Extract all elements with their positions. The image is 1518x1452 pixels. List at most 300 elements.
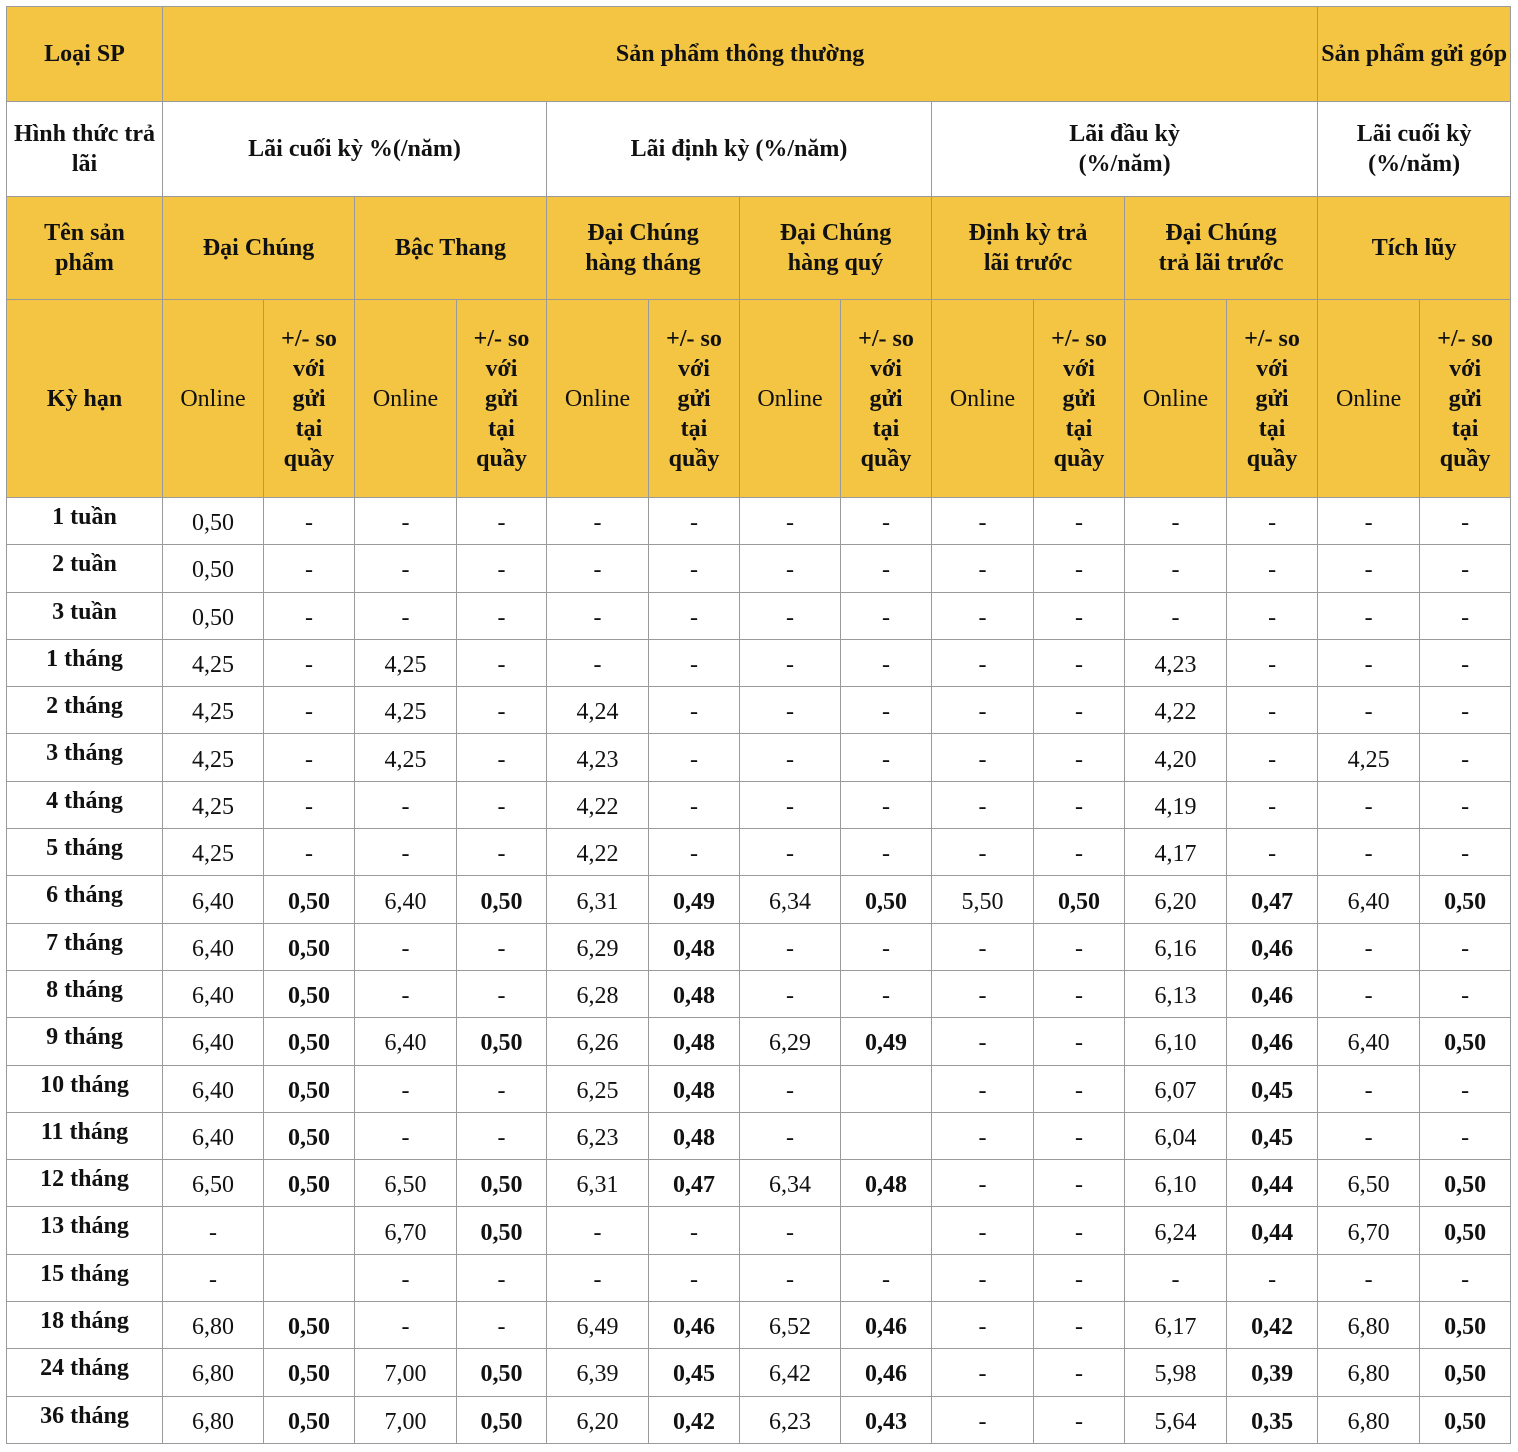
rate-diff-cell: - xyxy=(1227,498,1318,545)
rate-online-cell: - xyxy=(932,734,1034,781)
rate-diff-cell: - xyxy=(1227,1254,1318,1301)
table-row xyxy=(7,545,1511,592)
rate-diff-cell: 0,50 xyxy=(264,1302,355,1349)
rate-online-cell: - xyxy=(932,781,1034,828)
rate-online-cell: - xyxy=(1318,829,1420,876)
table-row xyxy=(7,1396,1511,1443)
rate-online-cell: - xyxy=(932,1065,1034,1112)
rate-diff-cell: 0,50 xyxy=(264,970,355,1017)
rate-diff-cell: 0,46 xyxy=(841,1349,932,1396)
rate-online-cell: 6,50 xyxy=(355,1160,457,1207)
rate-diff-cell: - xyxy=(649,639,740,686)
term-label: 11 tháng xyxy=(7,1112,163,1159)
rate-online-cell: 0,50 xyxy=(163,498,264,545)
rate-online-cell: - xyxy=(355,545,457,592)
rate-online-cell: 4,25 xyxy=(163,829,264,876)
term-label: 3 tháng xyxy=(7,734,163,781)
rate-diff-cell: 0,46 xyxy=(649,1302,740,1349)
rate-diff-cell: 0,49 xyxy=(649,876,740,923)
term-label: 18 tháng xyxy=(7,1302,163,1349)
rate-diff-cell: - xyxy=(457,829,547,876)
product-dai-chung-hang-quy: Đại Chúng hàng quý xyxy=(740,197,932,300)
rate-online-cell: 6,80 xyxy=(1318,1302,1420,1349)
term-label: 1 tuần xyxy=(7,498,163,545)
rate-online-cell: - xyxy=(1125,498,1227,545)
rate-online-cell: 6,28 xyxy=(547,970,649,1017)
table-row xyxy=(7,1065,1511,1112)
rate-online-cell: 4,22 xyxy=(547,781,649,828)
rate-diff-cell: - xyxy=(1227,639,1318,686)
rate-online-cell: 6,26 xyxy=(547,1018,649,1065)
rate-diff-cell: - xyxy=(457,970,547,1017)
rate-diff-cell: 0,46 xyxy=(1227,923,1318,970)
rate-online-cell: 4,25 xyxy=(163,687,264,734)
rate-diff-cell xyxy=(264,1207,355,1254)
rate-online-cell: 0,50 xyxy=(163,545,264,592)
rate-online-cell: 4,24 xyxy=(547,687,649,734)
rate-diff-cell: 0,48 xyxy=(649,1018,740,1065)
rate-online-cell: 6,50 xyxy=(163,1160,264,1207)
rate-online-cell: 6,80 xyxy=(1318,1349,1420,1396)
rate-diff-cell: - xyxy=(264,829,355,876)
rate-online-cell: - xyxy=(932,498,1034,545)
product-dai-chung-hang-thang: Đại Chúng hàng tháng xyxy=(547,197,740,300)
rate-diff-cell: - xyxy=(1420,498,1511,545)
rate-online-cell: - xyxy=(1125,545,1227,592)
rate-online-cell: 6,40 xyxy=(355,876,457,923)
rate-online-cell: - xyxy=(932,1207,1034,1254)
rate-online-cell: - xyxy=(1318,1065,1420,1112)
rate-diff-cell: 0,50 xyxy=(1034,876,1125,923)
rate-diff-cell: - xyxy=(1034,829,1125,876)
term-label: 12 tháng xyxy=(7,1160,163,1207)
product-bac-thang: Bậc Thang xyxy=(355,197,547,300)
rate-diff-cell: - xyxy=(649,687,740,734)
rate-online-cell: - xyxy=(740,592,841,639)
ten-sp-label: Tên sản phẩm xyxy=(7,197,163,300)
rate-online-cell: - xyxy=(740,829,841,876)
rate-diff-cell: 0,50 xyxy=(457,1160,547,1207)
rate-online-cell: - xyxy=(932,1396,1034,1443)
rate-online-cell: - xyxy=(547,592,649,639)
rate-diff-cell: - xyxy=(457,781,547,828)
rate-diff-cell: - xyxy=(1227,687,1318,734)
rate-diff-cell: - xyxy=(649,498,740,545)
rate-online-cell: - xyxy=(547,545,649,592)
online-col-header: Online xyxy=(163,300,264,498)
rate-diff-cell: - xyxy=(264,545,355,592)
product-dinh-ky-tra-lai-truoc: Định kỳ trả lãi trước xyxy=(932,197,1125,300)
rate-online-cell: - xyxy=(547,498,649,545)
sp-gui-gop-header: Sản phẩm gửi góp xyxy=(1318,7,1511,102)
rate-diff-cell: 0,50 xyxy=(264,1065,355,1112)
rate-diff-cell: - xyxy=(1420,734,1511,781)
rate-diff-cell: 0,50 xyxy=(1420,1207,1511,1254)
rate-diff-cell: - xyxy=(1034,498,1125,545)
rate-online-cell: - xyxy=(355,781,457,828)
rate-diff-cell: 0,46 xyxy=(841,1302,932,1349)
term-label: 15 tháng xyxy=(7,1254,163,1301)
rate-diff-cell: - xyxy=(1420,1254,1511,1301)
rate-online-cell: 6,40 xyxy=(163,876,264,923)
rate-diff-cell: 0,45 xyxy=(1227,1112,1318,1159)
rate-online-cell: 6,23 xyxy=(547,1112,649,1159)
rate-online-cell: 7,00 xyxy=(355,1349,457,1396)
diff-col-header: +/- so với gửi tại quầy xyxy=(1420,300,1511,498)
rate-diff-cell xyxy=(841,1065,932,1112)
term-label: 2 tháng xyxy=(7,687,163,734)
rate-diff-cell: - xyxy=(457,923,547,970)
table-row xyxy=(7,923,1511,970)
rate-diff-cell: - xyxy=(841,781,932,828)
rate-online-cell: 5,64 xyxy=(1125,1396,1227,1443)
rate-online-cell: - xyxy=(163,1207,264,1254)
rate-online-cell: - xyxy=(1318,1254,1420,1301)
rate-diff-cell: 0,45 xyxy=(649,1349,740,1396)
rate-online-cell: 4,25 xyxy=(355,687,457,734)
product-tich-luy: Tích lũy xyxy=(1318,197,1511,300)
rate-online-cell: - xyxy=(932,1112,1034,1159)
rate-diff-cell: - xyxy=(264,734,355,781)
rate-diff-cell: - xyxy=(841,498,932,545)
rate-diff-cell: 0,50 xyxy=(1420,1160,1511,1207)
rate-online-cell: 6,39 xyxy=(547,1349,649,1396)
rate-diff-cell: - xyxy=(841,1254,932,1301)
rate-online-cell: 4,25 xyxy=(355,639,457,686)
rate-online-cell: - xyxy=(1125,1254,1227,1301)
lai-dau-ky-header: Lãi đầu kỳ (%/năm) xyxy=(932,102,1318,197)
rate-online-cell: 6,10 xyxy=(1125,1160,1227,1207)
rate-online-cell: - xyxy=(932,545,1034,592)
lai-dinh-ky-header: Lãi định kỳ (%/năm) xyxy=(547,102,932,197)
rate-online-cell: - xyxy=(740,970,841,1017)
rate-online-cell: 4,19 xyxy=(1125,781,1227,828)
rate-online-cell: 6,80 xyxy=(163,1302,264,1349)
rate-diff-cell: - xyxy=(841,687,932,734)
rate-online-cell: - xyxy=(355,1254,457,1301)
rate-diff-cell: - xyxy=(1034,734,1125,781)
rate-online-cell: 4,23 xyxy=(1125,639,1227,686)
rate-diff-cell: - xyxy=(841,829,932,876)
rate-online-cell: 4,23 xyxy=(547,734,649,781)
rate-online-cell: 6,50 xyxy=(1318,1160,1420,1207)
rate-diff-cell: - xyxy=(264,498,355,545)
rate-diff-cell: 0,48 xyxy=(841,1160,932,1207)
rate-diff-cell: 0,45 xyxy=(1227,1065,1318,1112)
rate-diff-cell: - xyxy=(457,592,547,639)
rate-online-cell: - xyxy=(1318,923,1420,970)
rate-diff-cell: 0,50 xyxy=(457,1349,547,1396)
rate-online-cell: - xyxy=(932,1160,1034,1207)
table-row xyxy=(7,1254,1511,1301)
rate-diff-cell: - xyxy=(649,592,740,639)
table-row xyxy=(7,1018,1511,1065)
rate-online-cell: - xyxy=(355,1302,457,1349)
rate-diff-cell: - xyxy=(1420,923,1511,970)
rate-diff-cell: - xyxy=(649,781,740,828)
rate-diff-cell: - xyxy=(649,1254,740,1301)
rate-online-cell: 6,40 xyxy=(163,1065,264,1112)
rate-online-cell: 4,25 xyxy=(163,781,264,828)
rate-online-cell: - xyxy=(1318,545,1420,592)
online-col-header: Online xyxy=(1318,300,1420,498)
rate-online-cell: 7,00 xyxy=(355,1396,457,1443)
rate-diff-cell: - xyxy=(841,734,932,781)
online-col-header: Online xyxy=(1125,300,1227,498)
term-label: 2 tuần xyxy=(7,545,163,592)
rate-diff-cell: - xyxy=(1227,592,1318,639)
diff-col-header: +/- so với gửi tại quầy xyxy=(1227,300,1318,498)
rate-diff-cell: - xyxy=(264,639,355,686)
header-row-product-name xyxy=(7,197,1511,300)
rate-diff-cell: - xyxy=(1034,1396,1125,1443)
table-row xyxy=(7,781,1511,828)
rate-diff-cell: - xyxy=(1420,545,1511,592)
rate-diff-cell: 0,47 xyxy=(649,1160,740,1207)
rate-online-cell: - xyxy=(932,592,1034,639)
rate-diff-cell: - xyxy=(1034,592,1125,639)
rate-online-cell: 4,17 xyxy=(1125,829,1227,876)
rate-online-cell: 6,70 xyxy=(1318,1207,1420,1254)
rate-online-cell: - xyxy=(1318,970,1420,1017)
rate-online-cell: - xyxy=(355,1065,457,1112)
rate-diff-cell: - xyxy=(457,639,547,686)
rate-online-cell: 6,24 xyxy=(1125,1207,1227,1254)
table-row xyxy=(7,1302,1511,1349)
rate-online-cell: 6,10 xyxy=(1125,1018,1227,1065)
rate-online-cell: - xyxy=(932,923,1034,970)
term-label: 3 tuần xyxy=(7,592,163,639)
rate-online-cell: 6,29 xyxy=(740,1018,841,1065)
rate-diff-cell: - xyxy=(649,1207,740,1254)
rate-online-cell: 4,25 xyxy=(163,734,264,781)
rate-diff-cell: - xyxy=(1420,687,1511,734)
rate-online-cell: - xyxy=(355,592,457,639)
rate-online-cell: - xyxy=(740,1207,841,1254)
rate-diff-cell: 0,50 xyxy=(264,1018,355,1065)
rate-diff-cell: - xyxy=(1034,1207,1125,1254)
rate-diff-cell: - xyxy=(1420,829,1511,876)
rate-online-cell: - xyxy=(1318,498,1420,545)
rate-online-cell: 6,13 xyxy=(1125,970,1227,1017)
product-dai-chung-tra-lai-truoc: Đại Chúng trả lãi trước xyxy=(1125,197,1318,300)
rate-online-cell: 6,80 xyxy=(163,1349,264,1396)
rate-diff-cell: - xyxy=(1420,781,1511,828)
rate-diff-cell: 0,50 xyxy=(457,1396,547,1443)
rate-online-cell: - xyxy=(355,1112,457,1159)
rate-diff-cell: - xyxy=(457,687,547,734)
rate-diff-cell: 0,48 xyxy=(649,970,740,1017)
rate-diff-cell: - xyxy=(841,923,932,970)
rate-online-cell: 6,40 xyxy=(1318,1018,1420,1065)
rate-online-cell: 6,25 xyxy=(547,1065,649,1112)
rate-online-cell: 4,25 xyxy=(355,734,457,781)
rate-diff-cell: 0,50 xyxy=(1420,1018,1511,1065)
rate-online-cell: 6,31 xyxy=(547,876,649,923)
rate-online-cell: - xyxy=(932,1254,1034,1301)
rate-online-cell: - xyxy=(740,687,841,734)
rate-diff-cell: - xyxy=(841,592,932,639)
rate-diff-cell xyxy=(841,1112,932,1159)
online-col-header: Online xyxy=(355,300,457,498)
rate-online-cell: 6,17 xyxy=(1125,1302,1227,1349)
rate-diff-cell: - xyxy=(1034,1349,1125,1396)
rate-online-cell: 6,20 xyxy=(1125,876,1227,923)
header-row-term xyxy=(7,300,1511,498)
rate-diff-cell: - xyxy=(841,639,932,686)
rate-diff-cell: - xyxy=(264,781,355,828)
rate-diff-cell: - xyxy=(457,1112,547,1159)
rate-diff-cell: - xyxy=(457,734,547,781)
rate-diff-cell: 0,50 xyxy=(264,923,355,970)
rate-diff-cell: - xyxy=(1227,829,1318,876)
rate-online-cell: - xyxy=(1318,687,1420,734)
table-row xyxy=(7,639,1511,686)
ky-han-label: Kỳ hạn xyxy=(7,300,163,498)
rate-online-cell: 6,42 xyxy=(740,1349,841,1396)
rate-online-cell: 5,50 xyxy=(932,876,1034,923)
rate-online-cell: - xyxy=(547,1207,649,1254)
rate-online-cell: - xyxy=(932,829,1034,876)
rate-online-cell: 6,40 xyxy=(355,1018,457,1065)
lai-cuoi-ky-gop-header: Lãi cuối kỳ (%/năm) xyxy=(1318,102,1511,197)
rate-online-cell: 6,40 xyxy=(163,1018,264,1065)
rate-diff-cell: - xyxy=(457,1065,547,1112)
rate-online-cell: - xyxy=(740,781,841,828)
rate-diff-cell: - xyxy=(1034,1112,1125,1159)
online-col-header: Online xyxy=(547,300,649,498)
rate-diff-cell: - xyxy=(1034,1254,1125,1301)
term-label: 13 tháng xyxy=(7,1207,163,1254)
rate-diff-cell: 0,42 xyxy=(649,1396,740,1443)
rate-diff-cell: 0,49 xyxy=(841,1018,932,1065)
rate-online-cell: 6,80 xyxy=(1318,1396,1420,1443)
rate-online-cell: - xyxy=(740,1112,841,1159)
rate-diff-cell: - xyxy=(1227,545,1318,592)
lai-cuoi-ky-header: Lãi cuối kỳ %(/năm) xyxy=(163,102,547,197)
rate-diff-cell: - xyxy=(1227,781,1318,828)
rate-diff-cell: - xyxy=(1420,592,1511,639)
rate-diff-cell: - xyxy=(457,1302,547,1349)
rate-diff-cell: 0,50 xyxy=(264,1349,355,1396)
rate-diff-cell: 0,50 xyxy=(264,1396,355,1443)
rate-diff-cell: - xyxy=(1420,970,1511,1017)
rate-diff-cell: 0,44 xyxy=(1227,1207,1318,1254)
rate-diff-cell: - xyxy=(841,545,932,592)
rate-online-cell: 6,40 xyxy=(163,1112,264,1159)
table-row xyxy=(7,734,1511,781)
diff-col-header: +/- so với gửi tại quầy xyxy=(649,300,740,498)
rate-diff-cell xyxy=(264,1254,355,1301)
rate-online-cell: 6,29 xyxy=(547,923,649,970)
rate-diff-cell: 0,39 xyxy=(1227,1349,1318,1396)
term-label: 7 tháng xyxy=(7,923,163,970)
rate-diff-cell: - xyxy=(1420,1065,1511,1112)
rate-diff-cell: - xyxy=(649,545,740,592)
rate-online-cell: - xyxy=(1318,1112,1420,1159)
rate-online-cell: - xyxy=(1318,639,1420,686)
rate-online-cell: 6,31 xyxy=(547,1160,649,1207)
rate-diff-cell: 0,44 xyxy=(1227,1160,1318,1207)
term-label: 36 tháng xyxy=(7,1396,163,1443)
rate-online-cell: - xyxy=(932,970,1034,1017)
rate-diff-cell: 0,46 xyxy=(1227,970,1318,1017)
rate-diff-cell: 0,50 xyxy=(457,1018,547,1065)
rate-diff-cell: - xyxy=(1420,1112,1511,1159)
rate-online-cell: 6,20 xyxy=(547,1396,649,1443)
rate-online-cell: 6,40 xyxy=(163,970,264,1017)
table-row xyxy=(7,687,1511,734)
rate-online-cell: - xyxy=(547,639,649,686)
rate-diff-cell: 0,50 xyxy=(841,876,932,923)
rate-online-cell: 6,34 xyxy=(740,1160,841,1207)
rate-online-cell: - xyxy=(355,970,457,1017)
rate-online-cell: - xyxy=(355,498,457,545)
header-row-payment-method xyxy=(7,102,1511,197)
term-label: 4 tháng xyxy=(7,781,163,828)
rate-diff-cell: 0,50 xyxy=(1420,1349,1511,1396)
rate-online-cell: - xyxy=(740,498,841,545)
table-row xyxy=(7,970,1511,1017)
rate-online-cell: 6,34 xyxy=(740,876,841,923)
rate-diff-cell: - xyxy=(1034,545,1125,592)
rate-diff-cell: 0,50 xyxy=(1420,1302,1511,1349)
product-dai-chung: Đại Chúng xyxy=(163,197,355,300)
online-col-header: Online xyxy=(740,300,841,498)
rate-diff-cell: 0,50 xyxy=(264,1160,355,1207)
term-label: 9 tháng xyxy=(7,1018,163,1065)
term-label: 1 tháng xyxy=(7,639,163,686)
rate-online-cell: - xyxy=(547,1254,649,1301)
table-row xyxy=(7,1349,1511,1396)
rate-diff-cell: 0,50 xyxy=(1420,1396,1511,1443)
rate-diff-cell: 0,50 xyxy=(457,876,547,923)
rate-online-cell: - xyxy=(1125,592,1227,639)
interest-rate-table xyxy=(6,6,1511,1444)
rate-diff-cell: 0,50 xyxy=(1420,876,1511,923)
rate-online-cell: - xyxy=(1318,592,1420,639)
term-label: 10 tháng xyxy=(7,1065,163,1112)
table-row xyxy=(7,829,1511,876)
rate-online-cell: - xyxy=(740,734,841,781)
rate-diff-cell: - xyxy=(1227,734,1318,781)
rate-diff-cell: - xyxy=(649,734,740,781)
rate-diff-cell: 0,48 xyxy=(649,1065,740,1112)
rate-online-cell: 6,23 xyxy=(740,1396,841,1443)
rate-online-cell: - xyxy=(740,545,841,592)
rate-diff-cell: - xyxy=(264,687,355,734)
rate-online-cell: - xyxy=(932,1349,1034,1396)
rate-online-cell: - xyxy=(932,639,1034,686)
diff-col-header: +/- so với gửi tại quầy xyxy=(264,300,355,498)
rate-online-cell: - xyxy=(932,1302,1034,1349)
rate-diff-cell: 0,50 xyxy=(264,1112,355,1159)
rate-diff-cell: 0,43 xyxy=(841,1396,932,1443)
rate-online-cell: 6,70 xyxy=(355,1207,457,1254)
rate-diff-cell: - xyxy=(1034,1065,1125,1112)
online-col-header: Online xyxy=(932,300,1034,498)
rate-diff-cell: 0,46 xyxy=(1227,1018,1318,1065)
rate-diff-cell: - xyxy=(1420,639,1511,686)
rate-online-cell: 6,80 xyxy=(163,1396,264,1443)
rate-diff-cell: - xyxy=(457,498,547,545)
table-row xyxy=(7,498,1511,545)
rate-online-cell: - xyxy=(932,687,1034,734)
rate-online-cell: 4,25 xyxy=(163,639,264,686)
rate-diff-cell: - xyxy=(264,592,355,639)
rate-online-cell: - xyxy=(740,1254,841,1301)
diff-col-header: +/- so với gửi tại quầy xyxy=(457,300,547,498)
